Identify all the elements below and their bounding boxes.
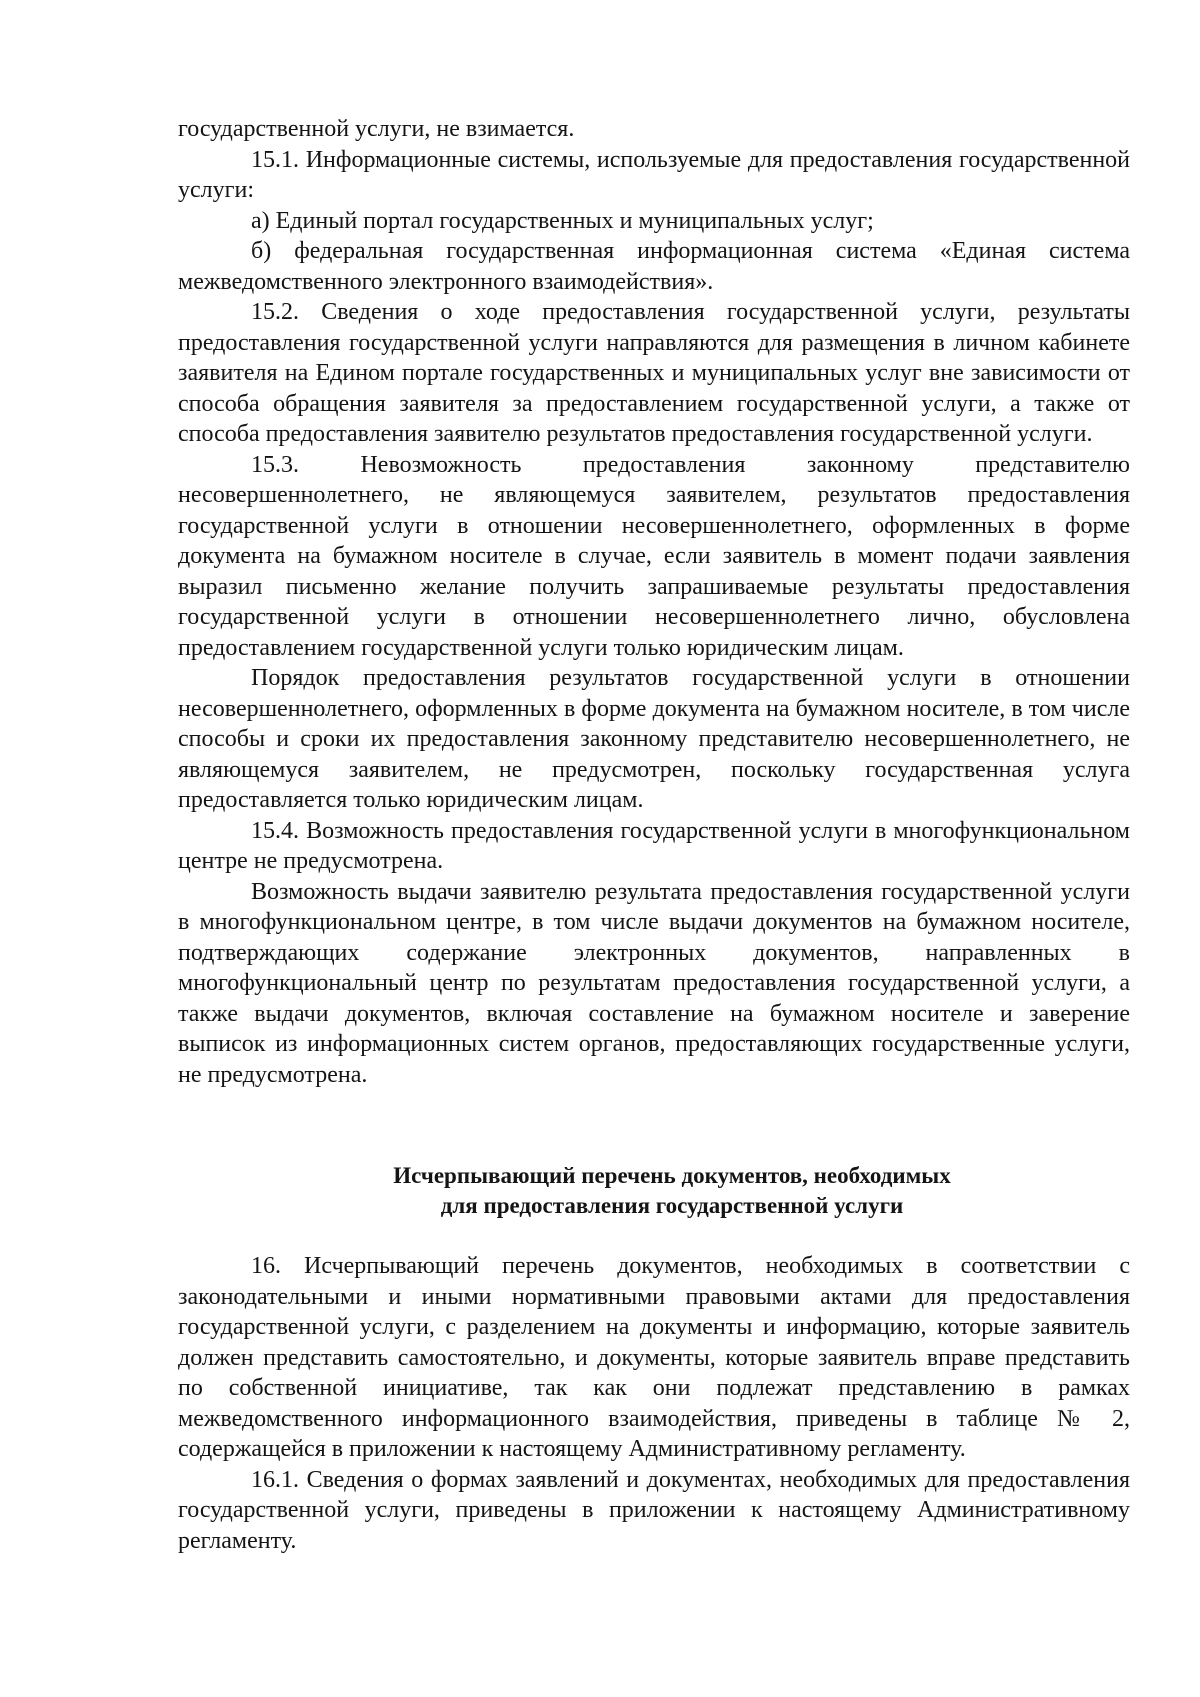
paragraph-16: 16. Исчерпывающий перечень документов, необходимых в соответствии с законодательными и иными нормативными правовыми актами для предоставления государственной услуги, с разделением на документы и информацию, которые заявитель должен представить самостоятельно, и документы, которые заявитель вправе представить по собственной инициативе, так как они подлежат представлению в рамках межведомственного информационного взаимодействия, приведены в таблице № 2, содержащейся в приложении к настоящему Административному регламенту. [178,1253,1130,1462]
paragraph-16-1: 16.1. Сведения о формах заявлений и документах, необходимых для предоставления государственной услуги, приведены в приложении к настоящему Административному регламенту. [178,1466,1130,1554]
paragraph-continuation: государственной услуги, не взимается. [178,116,575,142]
paragraph-15-1: 15.1. Информационные системы, используемые для предоставления государственной услуги: [178,146,1130,203]
body-text-bottom [178,1251,1130,1556]
body-text-top [178,114,1130,1090]
paragraph-15-4: 15.4. Возможность предоставления государственной услуги в многофункциональном центре не предусмотрена. [178,817,1130,874]
paragraph-15-2: 15.2. Сведения о ходе предоставления государственной услуги, результаты предоставления государственной услуги направляются для размещения в личном кабинете заявителя на Едином портале государственных и муниципальных услуг вне зависимости от способа обращения заявителя за предоставлением государственной услуги, а также от способа предоставления заявителю результатов предоставления государственной услуги. [178,299,1130,447]
section-heading-line-2: для предоставления государственной услуги [440,1193,904,1218]
paragraph-procedure: Порядок предоставления результатов государственной услуги в отношении несовершеннолетнего, оформленных в форме документа на бумажном носителе, в том числе способы и сроки их предоставления законному представителю несовершеннолетнего, не являющемуся заявителем, не предусмотрен, поскольку государственная услуга предоставляется только юридическим лицам. [178,665,1130,813]
paragraph-15-3: 15.3. Невозможность предоставления законному представителю несовершеннолетнего, не являющемуся заявителем, результатов предоставления государственной услуги в отношении несовершеннолетнего, оформленных в форме документа на бумажном носителе в случае, если заявитель в момент подачи заявления выразил письменно желание получить запрашиваемые результаты предоставления государственной услуги в отношении несовершеннолетнего лично, обусловлена предоставлением государственной услуги только юридическим лицам. [178,451,1130,661]
list-item-a: а) Единый портал государственных и муниципальных услуг; [251,207,874,234]
section-heading-line-1: Исчерпывающий перечень документов, необходимых [393,1163,951,1188]
list-item-b: б) федеральная государственная информационная система «Единая система межведомственного электронного взаимодействия». [178,238,1130,295]
section-heading [178,1161,1130,1221]
paragraph-issuance: Возможность выдачи заявителю результата предоставления государственной услуги в многофункциональном центре, в том числе выдачи документов на бумажном носителе, подтверждающих содержание электронных документов, направленных в многофункциональный центр по результатам предоставления государственной услуги, а также выдачи документов, включая составление на бумажном носителе и заверение выписок из информационных систем органов, предоставляющих государственные услуги, не предусмотрена. [178,878,1130,1088]
